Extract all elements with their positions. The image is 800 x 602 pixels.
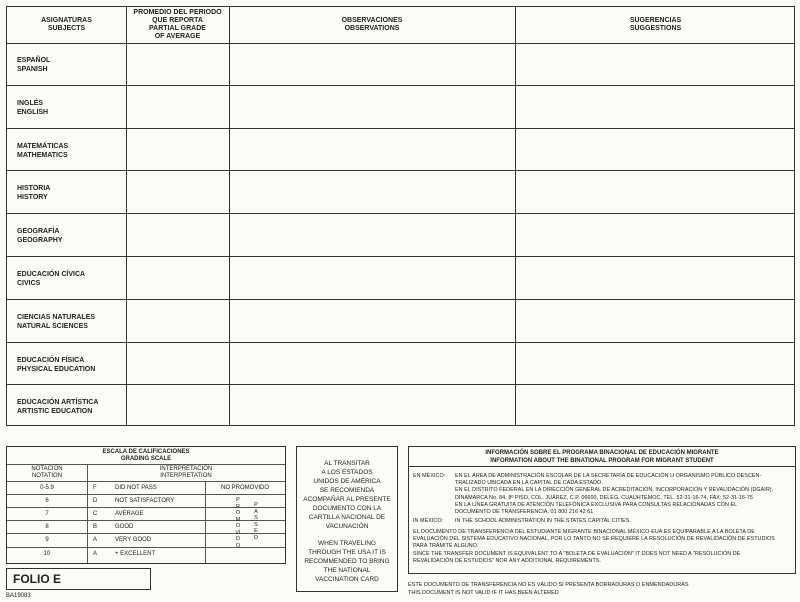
promoted-vertical-label: PROMOVIDO bbox=[235, 497, 241, 549]
grading-title: ESCALA DE CALIFICACIONES GRADING SCALE bbox=[102, 449, 190, 462]
mexico-label: EN MÉXICO: bbox=[413, 473, 446, 479]
grade-letter: B bbox=[93, 524, 98, 530]
passed-vertical-label: PASSED bbox=[254, 502, 258, 541]
mexico-details: EN EL ÁREA DE ADMINISTRACIÓN ESCOLAR DE LA SECRETARÍA DE EDUCACIÓN U ORGANISMO PÚBLICO DESCEN- TRALIZADO UBICADA EN LA CAPITAL DE CADA ESTADO. EN EL DISTRITO FEDERAL EN LA DIRECCIÓN GENERAL DE ACREDITACIÓN, INCORPORACIÓN Y REVALIDACIÓN (DGAIR), DINAMARCA No. 84, 8º PISO, COL. JUÁREZ, C.P. 06600, DELEG. CUAUHTÉMOC, TEL. 52-31-16-74, FAX: 52-31-16-75 EN LA LÍNEA GRATUITA DE ATENCIÓN TELEFÓNICA EXCLUSIVA PARA CONSULTAS RELACIONADAS CON EL DOCUMENTO DE TRANSFERENCIA, 01 800 216 42 61 bbox=[455, 473, 774, 516]
subject-artistic-education: EDUCACIÓN ARTÍSTICA ARTISTIC EDUCATION bbox=[17, 399, 99, 415]
transfer-equivalence-en: SINCE THE TRANSFER DOCUMENT IS EQUIVALENT TO A "BOLETA DE EVALUACIÓN" IT DOES NOT NEED A "RESOLUCIÓN DE REVALIDACIÓN DE ESTUDIOS" NOR ANY ADDITIONAL REQUIREMENTS. bbox=[413, 551, 741, 565]
grid-divider bbox=[229, 7, 230, 425]
row-divider bbox=[7, 384, 794, 385]
header-suggestions: SUGERENCIAS SUGGESTIONS bbox=[629, 17, 682, 32]
row-divider bbox=[7, 213, 794, 214]
grade-description: NOT SATISFACTORY bbox=[115, 498, 175, 504]
row-divider bbox=[7, 256, 794, 257]
grade-letter: D bbox=[93, 498, 98, 504]
grade-range: 0-5.9 bbox=[40, 485, 54, 491]
grade-range: 8 bbox=[45, 524, 49, 530]
subjects-grid bbox=[6, 6, 795, 426]
grade-description: GOOD bbox=[115, 524, 134, 530]
subject-physical-education: EDUCACIÓN FÍSICA PHYSICAL EDUCATION bbox=[17, 357, 96, 373]
subject-spanish: ESPAÑOL SPANISH bbox=[17, 57, 51, 73]
row-divider bbox=[7, 342, 794, 343]
not-promoted-label: NO PROMOVIDO bbox=[220, 485, 269, 491]
grade-letter: A bbox=[93, 537, 98, 543]
in-mexico-label: IN MEXICO: bbox=[413, 518, 444, 524]
grade-letter: C bbox=[93, 511, 98, 517]
row-divider bbox=[7, 128, 794, 129]
row-divider bbox=[7, 85, 794, 86]
grade-range: 10 bbox=[43, 551, 51, 557]
row-divider bbox=[7, 170, 794, 171]
grid-divider bbox=[126, 7, 127, 425]
header-subjects: ASIGNATURAS SUBJECTS bbox=[41, 17, 92, 32]
grade-range: 6 bbox=[45, 498, 49, 504]
in-mexico-details: IN THE SCHOOL ADMINISTRATION IN THE STATES CAPITAL CITIES. bbox=[455, 518, 631, 524]
vaccination-notice: AL TRANSITAR A LOS ESTADOS UNIDOS DE AMÉRICA SE RECOMIENDA ACOMPAÑAR AL PRESENTE DOCUMENTO CON LA CARTILLA NACIONAL DE VACUNACIÓN WHEN TRAVELING THROUGH THE USA IT IS RECOMMENDED TO BRING THE NATIONAL VACCINATION CARD bbox=[296, 446, 398, 592]
grade-range: 7 bbox=[45, 511, 49, 517]
validity-notice-en: THIS DOCUMENT IS NOT VALID IF IT HAS BEEN ALTERED bbox=[408, 590, 559, 596]
transfer-equivalence-es: EL DOCUMENTO DE TRANSFERENCIA DEL ESTUDIANTE MIGRANTE BINACIONAL MÉXICO-EUA ES EQUIPARABLE A LA BOLETA DE EVALUACIÓN DEL SISTEMA EDUCATIVO NACIONAL, POR LO TANTO NO SE REQUIERE LA RESOLUCIÓN DE REVALIDACIÓN DE ESTUDIOS PARA TRÁMITE ALGUNO. bbox=[413, 529, 775, 550]
grade-letter: A bbox=[93, 551, 98, 557]
notation-header: NOTACIÓN NOTATION bbox=[31, 466, 63, 479]
subject-history: HISTORIA HISTORY bbox=[17, 185, 51, 201]
header-partial-grade: PROMEDIO DEL PERIODO QUE REPORTA PARTIAL GRADE OF AVERAGE bbox=[133, 9, 222, 40]
grid-divider bbox=[515, 7, 516, 425]
info-title: INFORMACIÓN SOBRE EL PROGRAMA BINACIONAL DE EDUCACIÓN MIGRANTE INFORMATION ABOUT THE BINATIONAL PROGRAM FOR MIGRANT STUDENT bbox=[485, 450, 719, 464]
folio-label: FOLIO E bbox=[6, 568, 151, 590]
grade-description: DID NOT PASS bbox=[115, 485, 157, 491]
subject-geography: GEOGRAFÍA GEOGRAPHY bbox=[17, 228, 63, 244]
grading-scale-table bbox=[6, 446, 286, 564]
header-observations: OBSERVACIONES OBSERVATIONS bbox=[341, 17, 403, 32]
grade-range: 9 bbox=[45, 537, 49, 543]
serial-number: BA19083 bbox=[6, 593, 31, 599]
grade-description: AVERAGE bbox=[115, 511, 144, 517]
subject-civics: EDUCACIÓN CÍVICA CIVICS bbox=[17, 271, 86, 287]
subject-natural-sciences: CIENCIAS NATURALES NATURAL SCIENCES bbox=[17, 314, 96, 330]
subject-english: INGLÉS ENGLISH bbox=[17, 100, 49, 116]
grade-description: VERY GOOD bbox=[115, 537, 152, 543]
binational-program-info bbox=[408, 446, 796, 574]
grade-description: + EXCELLENT bbox=[115, 551, 156, 557]
subject-mathematics: MATEMÁTICAS MATHEMATICS bbox=[17, 143, 69, 159]
interpretation-header: INTERPRETACIÓN INTERPRETATION bbox=[159, 466, 213, 479]
grade-letter: F bbox=[93, 485, 97, 491]
validity-notice-es: ESTE DOCUMENTO DE TRANSFERENCIA NO ES VÁLIDO SI PRESENTA BORRADURAS O ENMENDADURAS bbox=[408, 582, 689, 588]
row-divider bbox=[7, 299, 794, 300]
row-divider bbox=[7, 43, 794, 44]
